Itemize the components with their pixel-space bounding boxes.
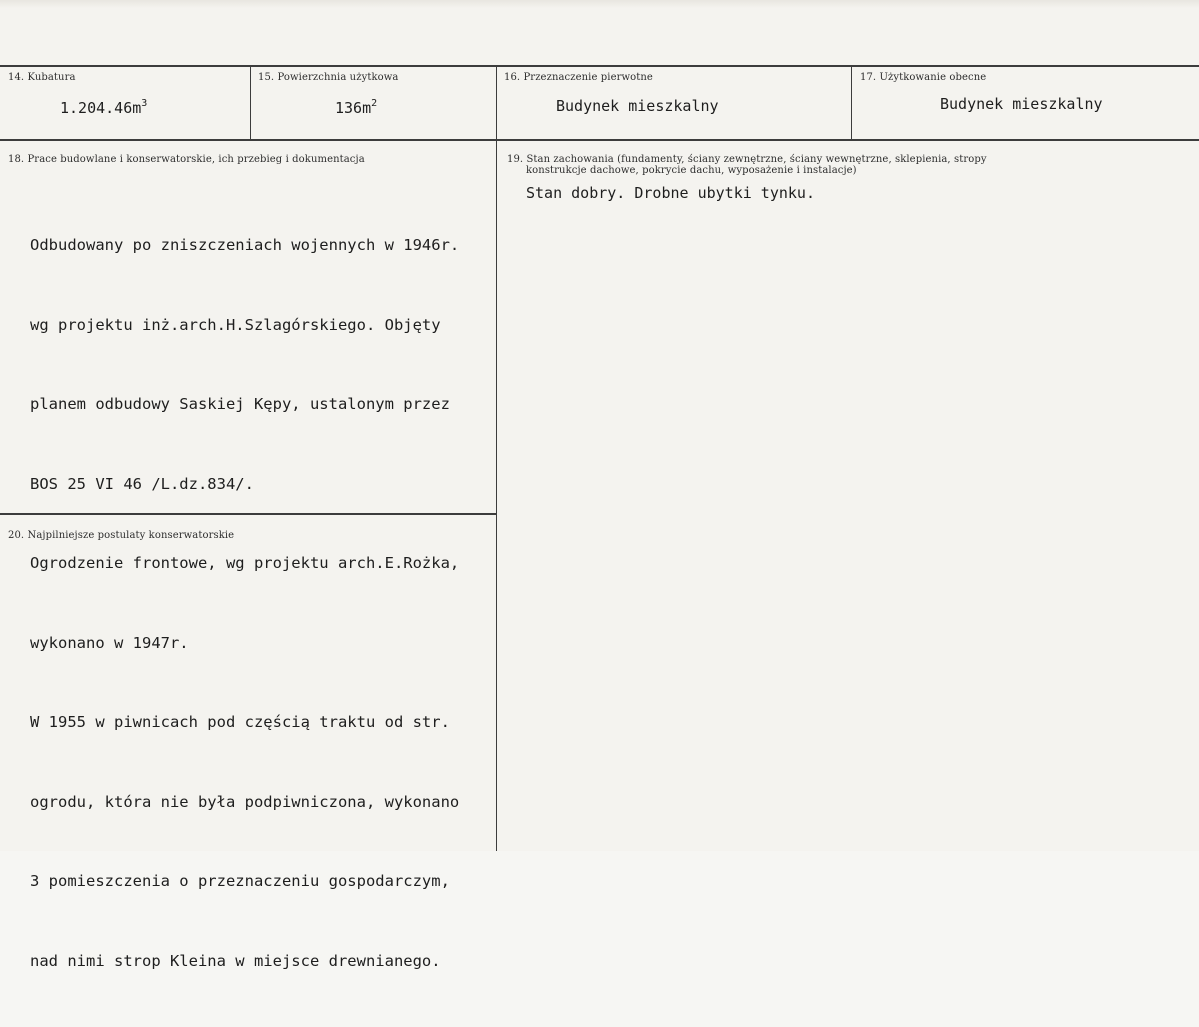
prace-line: ogrodu, która nie była podpiwniczona, wykonano [30, 792, 460, 811]
uzytkowanie-label: 17. Użytkowanie obecne [860, 72, 987, 83]
prace-line: W 1955 w piwnicach pod częścią traktu od str. [30, 713, 450, 731]
scan-edge [0, 0, 1199, 8]
prace-line: Odbudowany po zniszczeniach wojennych w 1946r. [30, 236, 460, 254]
kubatura-label: 14. Kubatura [8, 72, 76, 83]
powierzchnia-label: 15. Powierzchnia użytkowa [258, 72, 399, 83]
prace-line: nad nimi strop Kleina w miejsce drewnianego. [30, 951, 441, 970]
prace-line: 3 pomieszczenia o przeznaczeniu gospodarczym, [30, 872, 450, 890]
powierzchnia-value: $136m^2$ [335, 98, 378, 117]
prace-line: wykonano w 1947r. [30, 633, 189, 652]
kubatura-value: $1.204.46m^3$ [60, 98, 148, 117]
stan-label-line1: 19. Stan zachowania (fundamenty, ściany zewnętrzne, ściany wewnętrzne, sklepienia, stropy [507, 154, 987, 165]
divider-14-15 [250, 66, 251, 140]
uzytkowanie-value: Budynek mieszkalny [940, 95, 1103, 113]
divider-16-17 [851, 66, 852, 140]
przeznaczenie-label: 16. Przeznaczenie pierwotne [504, 72, 653, 83]
prace-line: BOS 25 VI 46 /L.dz.834/. [30, 474, 254, 493]
top-rule [0, 65, 1199, 67]
prace-line: planem odbudowy Saskiej Kępy, ustalonym przez [30, 395, 450, 413]
row-divider-rule [0, 139, 1199, 141]
prace-line: wg projektu inż.arch.H.Szlagórskiego. Objęty [30, 315, 441, 334]
postulaty-label: 20. Najpilniejsze postulaty konserwatorskie [8, 530, 235, 541]
stan-label-line2: konstrukcje dachowe, pokrycie dachu, wyposażenie i instalacje) [526, 165, 857, 176]
divider-center [496, 66, 497, 851]
prace-line: Ogrodzenie frontowe, wg projektu arch.E.Rożka, [30, 554, 460, 572]
prace-text [30, 179, 459, 1027]
prace-label: 18. Prace budowlane i konserwatorskie, ich przebieg i dokumentacja [8, 154, 365, 165]
stan-text: Stan dobry. Drobne ubytki tynku. [526, 184, 815, 202]
przeznaczenie-value: Budynek mieszkalny [556, 97, 719, 115]
